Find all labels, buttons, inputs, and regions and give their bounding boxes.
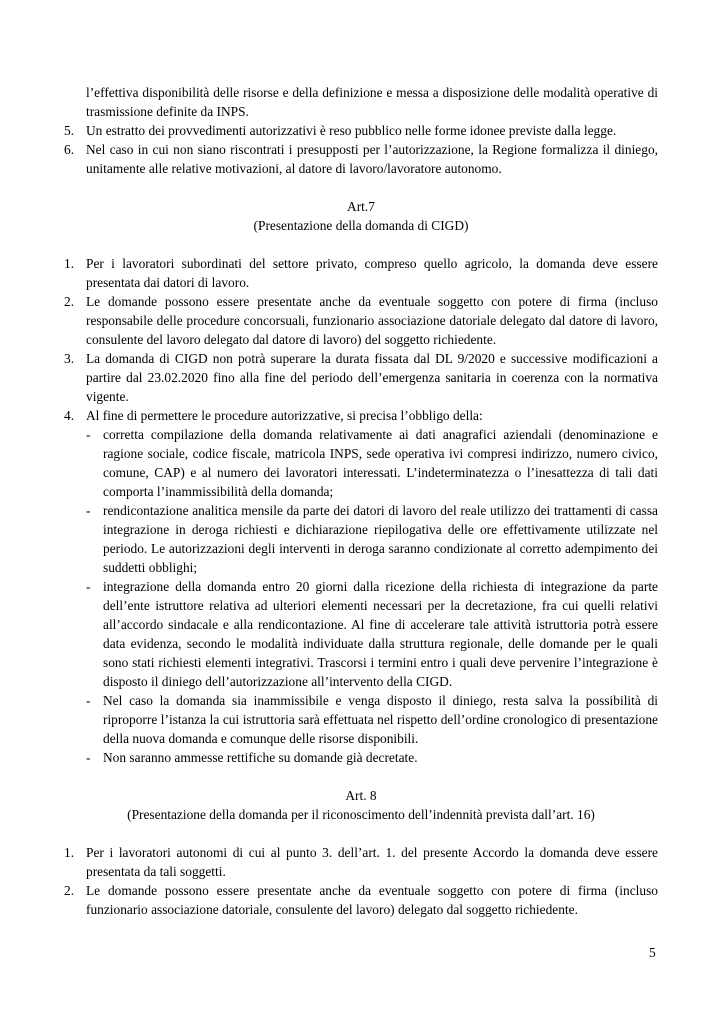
dash-bullet: -	[86, 750, 91, 765]
sub-list-text: corretta compilazione della domanda relativamente ai dati anagrafici aziendali (denominazione e ragione sociale, codice fiscale, matricola INPS, sede operativa ivi compresi indirizzo, numero civico, comune, CAP) e al numero dei lavoratori interessati. L’indeterminatezza o l’inesattezza di tali dati comporta l’inammissibilità della domanda;	[103, 427, 658, 499]
list-text: Al fine di permettere le procedure autorizzative, si precisa l’obbligo della:	[86, 408, 483, 423]
list-item	[64, 843, 658, 881]
spacer	[64, 824, 658, 843]
sub-list-text: Non saranno ammesse rettifiche su domande già decretate.	[103, 750, 418, 765]
list-text: Per i lavoratori subordinati del settore privato, compreso quello agricolo, la domanda deve essere presentata dai datori di lavoro.	[86, 256, 658, 290]
list-item	[64, 292, 658, 349]
list-text: Le domande possono essere presentate anche da eventuale soggetto con potere di firma (incluso responsabile delle procedure concorsuali, funzionario associazione datoriale delegato dal datore di lavoro, consulente del lavoro delegato dal datore di lavoro) del soggetto richiedente.	[86, 294, 658, 347]
article-7-heading: Art.7	[347, 199, 375, 214]
list-item-continuation	[64, 83, 658, 121]
sub-list-text: rendicontazione analitica mensile da parte dei datori di lavoro del reale utilizzo dei trattamenti di cassa integrazione in deroga richiesti e dichiarazione riepilogativa delle ore effettivamente utilizzate nel periodo. Le autorizzazioni degli interventi in deroga saranno condizionate al corretto adempimento dei suddetti obblighi;	[103, 503, 658, 575]
list-number: 3.	[64, 351, 75, 366]
page-content	[64, 83, 658, 919]
list-text: Nel caso in cui non siano riscontrati i presupposti per l’autorizzazione, la Regione formalizza il diniego, unitamente alle relative motivazioni, al datore di lavoro/lavoratore autonomo.	[86, 142, 658, 176]
sub-list-text: Nel caso la domanda sia inammissibile e venga disposto il diniego, resta salva la possibilità di riproporre l’istanza la cui istruttoria sarà effettuata nel rispetto dell’ordine cronologico di presentazione della nuova domanda e comunque delle risorse disponibili.	[103, 693, 658, 746]
list-text: Le domande possono essere presentate anche da eventuale soggetto con potere di firma (incluso funzionario associazione datoriale, consulente del lavoro) delegato dal soggetto richiedente.	[86, 883, 658, 917]
list-number	[64, 83, 86, 121]
dash-bullet: -	[86, 693, 91, 708]
list-number: 5.	[64, 123, 75, 138]
list-item	[64, 254, 658, 292]
list-text: La domanda di CIGD non potrà superare la durata fissata dal DL 9/2020 e successive modificazioni a partire dal 23.02.2020 fino alla fine del periodo dell’emergenza sanitaria in coerenza con la normativa vigente.	[86, 351, 658, 404]
list-number: 6.	[64, 142, 75, 157]
article-7-subtitle: (Presentazione della domanda di CIGD)	[253, 218, 469, 233]
sub-list-item	[64, 501, 658, 577]
paragraph-continuation: l’effettiva disponibilità delle risorse e della definizione e messa a disposizione delle modalità operative di trasmissione definite da INPS.	[86, 85, 658, 119]
dash-bullet: -	[86, 503, 91, 518]
sub-list-text: integrazione della domanda entro 20 giorni dalla ricezione della richiesta di integrazione da parte dell’ente istruttore relativa ad ulteriori elementi necessari per la decretazione, fra cui quelli relativi all’accordo sindacale e alla rendicontazione. Al fine di accelerare tale attività istruttoria potrà essere data evidenza, secondo le modalità individuate dalla struttura regionale, delle domande per le quali sono stati richiesti elementi integrativi. Trascorsi i termini entro i quali deve pervenire l’integrazione è disposto il diniego dell’autorizzazione all’intervento della CIGD.	[103, 579, 658, 689]
list-item	[64, 140, 658, 178]
dash-bullet: -	[86, 579, 91, 594]
list-number: 1.	[64, 256, 75, 271]
sub-list-item	[64, 425, 658, 501]
list-item	[64, 121, 658, 140]
sub-list-item	[64, 577, 658, 691]
list-text: Per i lavoratori autonomi di cui al punto 3. dell’art. 1. del presente Accordo la domanda deve essere presentata da tali soggetti.	[86, 845, 658, 879]
list-number: 4.	[64, 408, 75, 423]
article-8-subtitle: (Presentazione della domanda per il riconoscimento dell’indennità prevista dall’art. 16)	[127, 807, 595, 822]
list-number: 2.	[64, 883, 75, 898]
list-number: 1.	[64, 845, 75, 860]
list-number: 2.	[64, 294, 75, 309]
list-item	[64, 349, 658, 406]
sub-list-item	[64, 691, 658, 748]
list-item	[64, 406, 658, 425]
sub-list-item	[64, 748, 658, 767]
spacer	[64, 235, 658, 254]
dash-bullet: -	[86, 427, 91, 442]
list-item	[64, 881, 658, 919]
page-number: 5	[649, 945, 656, 960]
list-text: Un estratto dei provvedimenti autorizzativi è reso pubblico nelle forme idonee previste dalla legge.	[86, 123, 617, 138]
article-8-heading: Art. 8	[345, 788, 377, 803]
